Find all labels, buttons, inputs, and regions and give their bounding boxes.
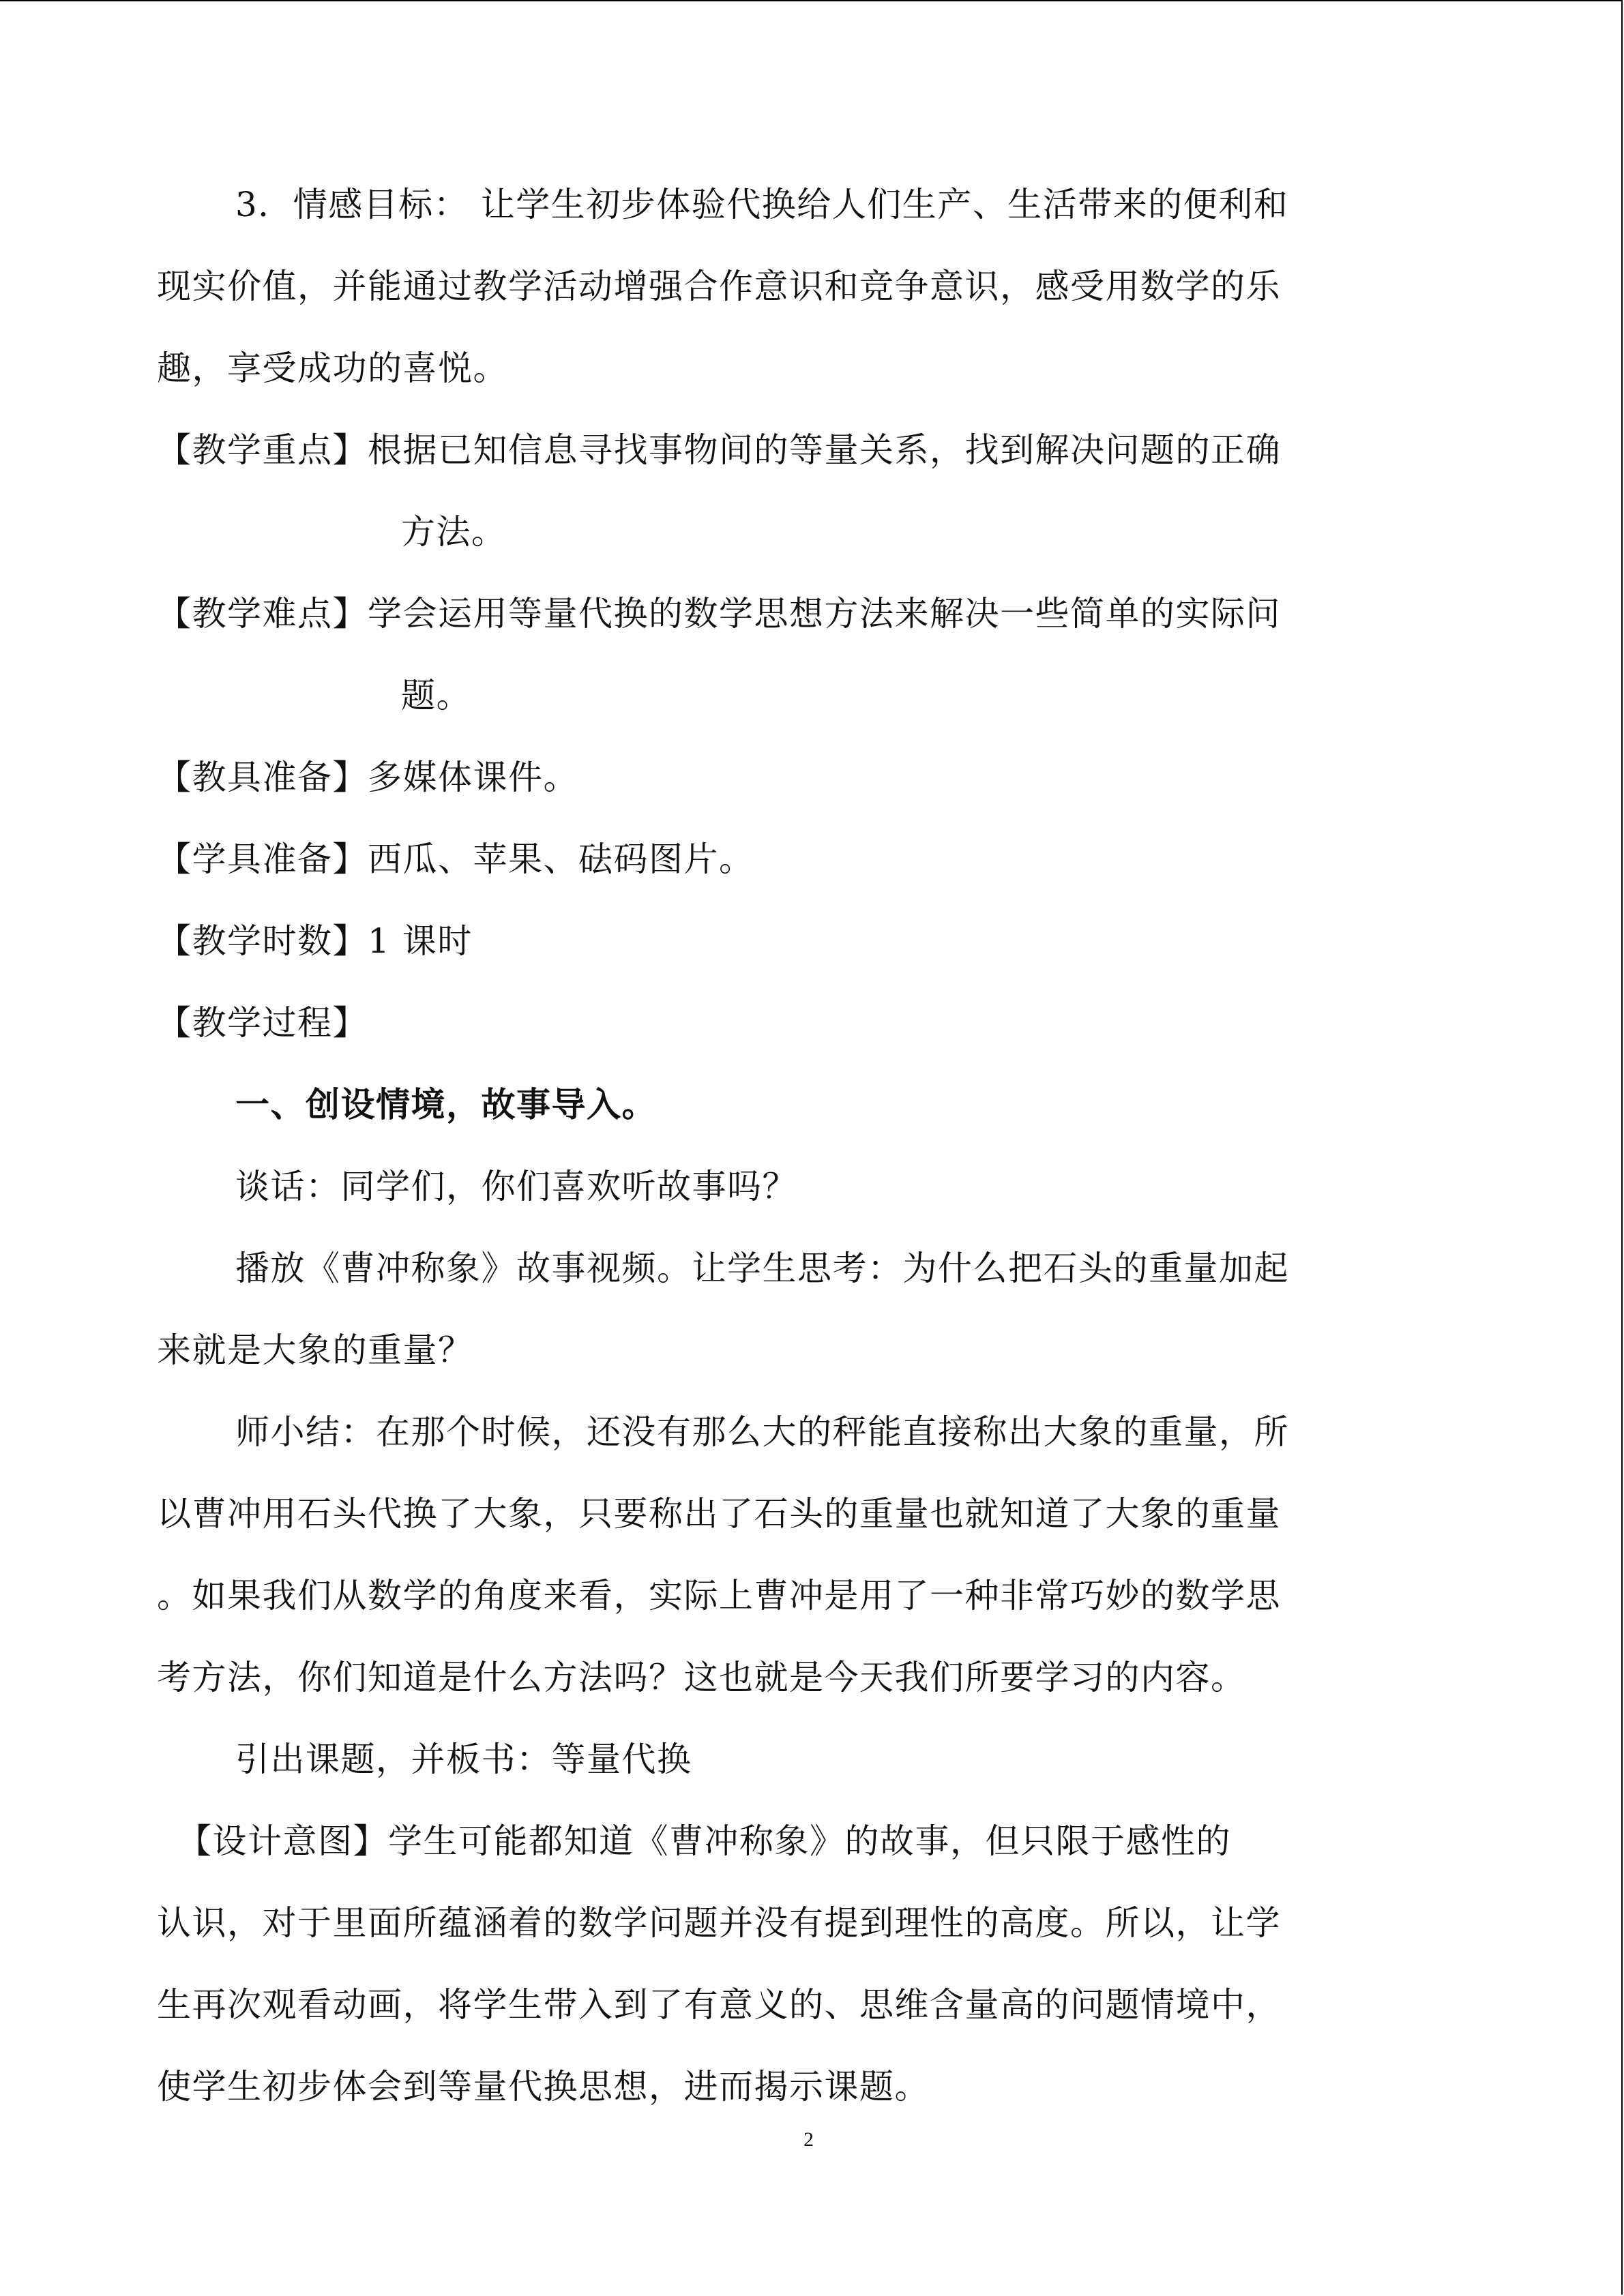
design-intent-line-4: 使学生初步体会到等量代换思想，进而揭示课题。: [157, 2067, 930, 2106]
student-aids-label: 【学具准备】: [157, 839, 368, 879]
student-aids-line: [157, 839, 754, 880]
page-number: 2: [803, 2128, 814, 2151]
section-1-summary-line-2: 以曹冲用石头代换了大象，只要称出了石头的重量也就知道了大象的重量: [157, 1494, 1281, 1534]
section-1-summary-line-1: 师小结：在那个时候，还没有那么大的秤能直接称出大象的重量，所: [235, 1412, 1289, 1452]
difficulty-line-1: [157, 593, 1281, 634]
section-1-talk: 谈话：同学们，你们喜欢听故事吗？: [235, 1167, 797, 1206]
key-point-line-1: [157, 430, 1281, 471]
difficulty-line-2: 题。: [401, 676, 471, 715]
section-1-play-line-2: 来就是大象的重量？: [157, 1330, 473, 1370]
affective-goal-line-3: 趣，享受成功的喜悦。: [157, 348, 508, 388]
difficulty-text: 学会运用等量代换的数学思想方法来解决一些简单的实际问: [368, 594, 1281, 633]
section-1-play-line-1: 播放《曹冲称象》故事视频。让学生思考：为什么把石头的重量加起: [235, 1249, 1289, 1288]
design-intent-line-1: 【设计意图】学生可能都知道《曹冲称象》的故事，但只限于感性的: [177, 1821, 1231, 1861]
affective-goal-line-1: 3．情感目标： 让学生初步体验代换给人们生产、生活带来的便利和: [235, 185, 1289, 224]
teaching-aids-line: [157, 757, 578, 798]
hours-label: 【教学时数】: [157, 921, 368, 961]
section-1-heading: 一、创设情境，故事导入。: [235, 1085, 657, 1124]
affective-goal-line-2: 现实价值，并能通过教学活动增强合作意识和竞争意识，感受用数学的乐: [157, 267, 1281, 306]
student-aids-text: 西瓜、苹果、砝码图片。: [368, 839, 754, 879]
teaching-aids-label: 【教具准备】: [157, 758, 368, 797]
section-1-topic: 引出课题，并板书：等量代换: [235, 1740, 692, 1779]
process-label: 【教学过程】: [157, 1003, 368, 1043]
hours-text: 1 课时: [368, 921, 473, 961]
section-1-summary-line-4: 考方法，你们知道是什么方法吗？这也就是今天我们所要学习的内容。: [157, 1658, 1246, 1697]
key-point-label: 【教学重点】: [157, 430, 368, 470]
difficulty-label: 【教学难点】: [157, 594, 368, 633]
hours-line: [157, 921, 473, 961]
design-intent-line-3: 生再次观看动画，将学生带入到了有意义的、思维含量高的问题情境中，: [157, 1985, 1281, 2025]
teaching-aids-text: 多媒体课件。: [368, 758, 578, 797]
key-point-line-2: 方法。: [401, 512, 507, 552]
design-intent-line-2: 认识，对于里面所蕴涵着的数学问题并没有提到理性的高度。所以，让学: [157, 1903, 1281, 1943]
key-point-text: 根据已知信息寻找事物间的等量关系，找到解决问题的正确: [368, 430, 1281, 470]
section-1-summary-line-3: 。如果我们从数学的角度来看，实际上曹冲是用了一种非常巧妙的数学思: [157, 1576, 1281, 1615]
